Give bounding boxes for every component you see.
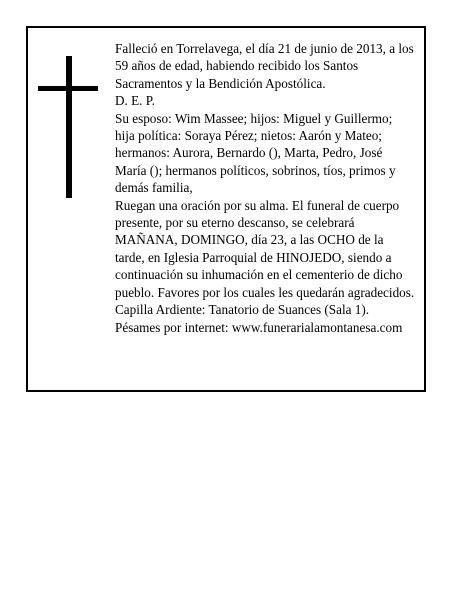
rest-in-peace-line: D. E. P.: [115, 93, 155, 109]
family-members-paragraph: Su esposo: Wim Massee; hijos: Miguel y Guillermo; hija política: Soraya Pérez; nietos: Aarón y Mateo; hermanos: Aurora, Bernardo (), Marta, Pedro, José María (); hermanos políticos, sobrinos, tíos, primos y demás familia,: [115, 110, 396, 196]
cross-vertical-bar: [66, 56, 72, 198]
obituary-text: [115, 40, 415, 336]
funeral-details-paragraph: Ruegan una oración por su alma. El funeral de cuerpo presente, por su eterno descanso, se celebrará MAÑANA, DOMINGO, día 23, a las OCHO de la tarde, en Iglesia Parroquial de HINOJEDO, siendo a continuación su inhumación en el cementerio de dicho pueblo. Favores por los cuales les quedarán agradecidos. Capilla Ardiente: Tanatorio de Suances (Sala 1).: [115, 197, 415, 318]
cross-horizontal-bar: [38, 86, 98, 91]
condolences-website-line: Pésames por internet: www.funerarialamontanesa.com: [115, 319, 403, 335]
obituary-notice-frame: [26, 26, 426, 392]
death-announcement-paragraph: Falleció en Torrelavega, el día 21 de junio de 2013, a los 59 años de edad, habiendo recibido los Santos Sacramentos y la Bendición Apostólica.: [115, 41, 414, 91]
